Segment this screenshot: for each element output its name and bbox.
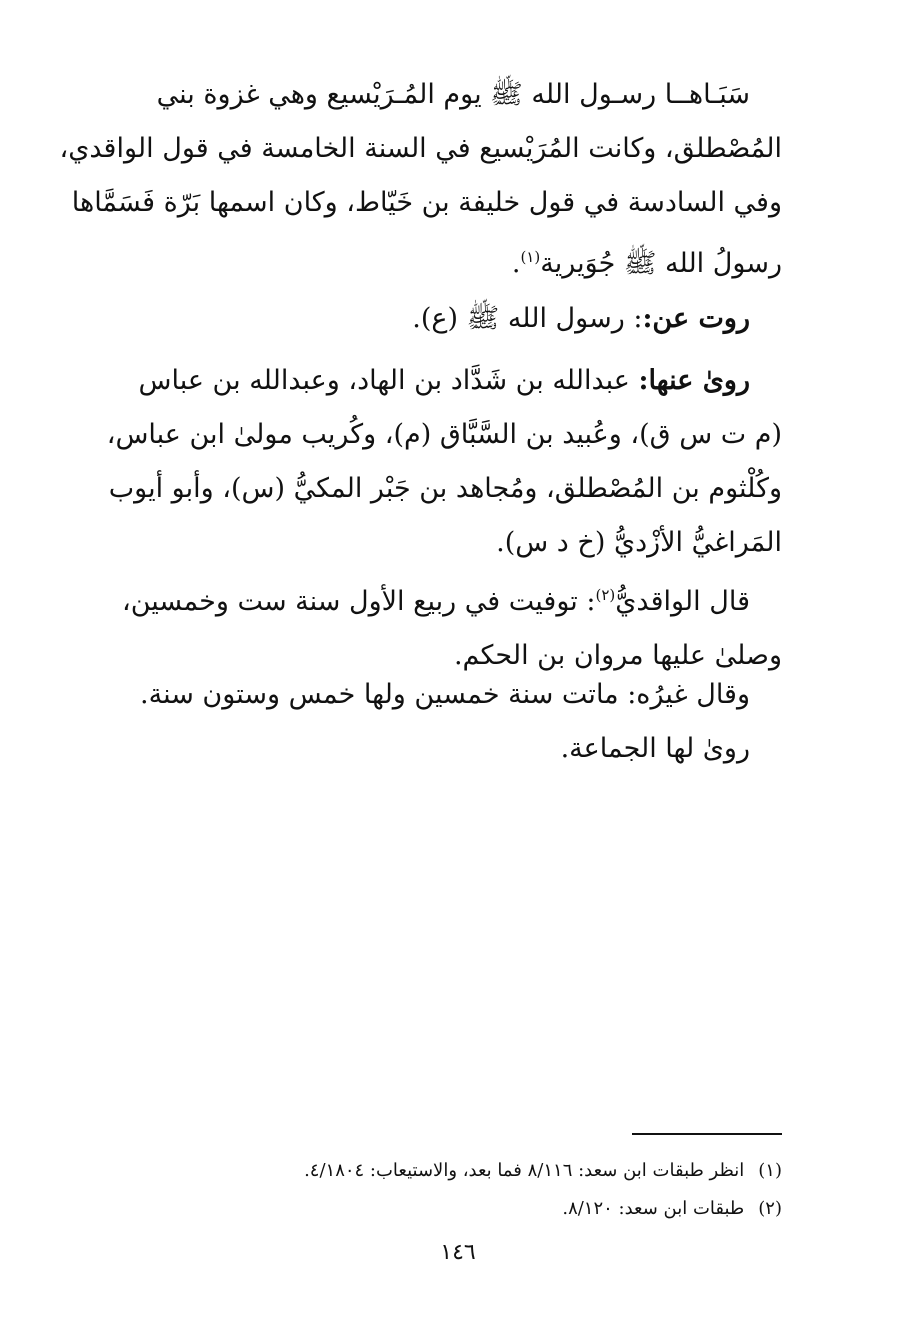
text-line: روىٰ لها الجماعة. [560, 733, 750, 764]
text-line: وقال غيرُه: ماتت سنة خمسين ولها خمس وستون سنة. [140, 679, 750, 710]
footnote-marker: (١) [520, 248, 541, 266]
text-fragment: : توفيت في ربيع الأول سنة ست وخمسين، [122, 586, 596, 617]
section-label: روت عن: [642, 303, 750, 334]
text-line: وصلىٰ عليها مروان بن الحكم. [453, 640, 782, 671]
paragraph-other-opinion [82, 668, 782, 776]
section-label: روىٰ عنها: [638, 365, 750, 396]
footnote-number: (٢) [758, 1198, 782, 1219]
footnote-number: (١) [758, 1160, 782, 1181]
footnote-divider [632, 1133, 782, 1135]
text-fragment: عبدالله بن شَدَّاد بن الهاد، وعبدالله بن عباس [138, 365, 639, 396]
text-line [82, 568, 782, 629]
text-line: وفي السادسة في قول خليفة بن خَيّاط، وكان اسمها بَرّة فَسَمَّاها [71, 187, 782, 218]
text-fragment: قال الواقديُّ [615, 586, 750, 617]
footnote-text: انظر طبقات ابن سعد: ٨/١١٦ فما بعد، والاستيعاب: ٤/١٨٠٤. [304, 1160, 745, 1181]
text-fragment: رسولُ الله ﷺ جُوَيرية [540, 248, 782, 279]
page-number: ١٤٦ [440, 1240, 476, 1265]
text-fragment: . [511, 248, 521, 279]
footnotes [82, 1152, 782, 1228]
text-line [82, 292, 782, 346]
paragraph-capture [59, 68, 782, 291]
footnote-text: طبقات ابن سعد: ٨/١٢٠. [562, 1198, 745, 1219]
text-line: المَراغيُّ الأزْديُّ (خ د س). [496, 527, 782, 558]
text-line [82, 354, 782, 408]
paragraph-narrated-from [82, 292, 782, 346]
paragraph-narrators [82, 354, 782, 570]
text-fragment: : رسول الله ﷺ (ع). [412, 303, 643, 334]
paragraph-death [82, 568, 782, 683]
text-line [82, 230, 782, 291]
text-line: المُصْطلق، وكانت المُرَيْسيع في السنة الخامسة في قول الواقدي، [59, 133, 782, 164]
text-line: وكُلْثوم بن المُصْطلق، ومُجاهد بن جَبْر المكيُّ (س)، وأبو أيوب [108, 473, 782, 504]
footnote-marker: (٢) [595, 586, 616, 604]
text-line: سَبَـاهــا رسـول الله ﷺ يوم المُـرَيْسيع وهي غزوة بني [156, 79, 750, 110]
footnote-item [82, 1152, 782, 1190]
footnote-item [82, 1190, 782, 1228]
text-line: (م ت س ق)، وعُبيد بن السَّبَّاق (م)، وكُريب مولىٰ ابن عباس، [106, 419, 782, 450]
